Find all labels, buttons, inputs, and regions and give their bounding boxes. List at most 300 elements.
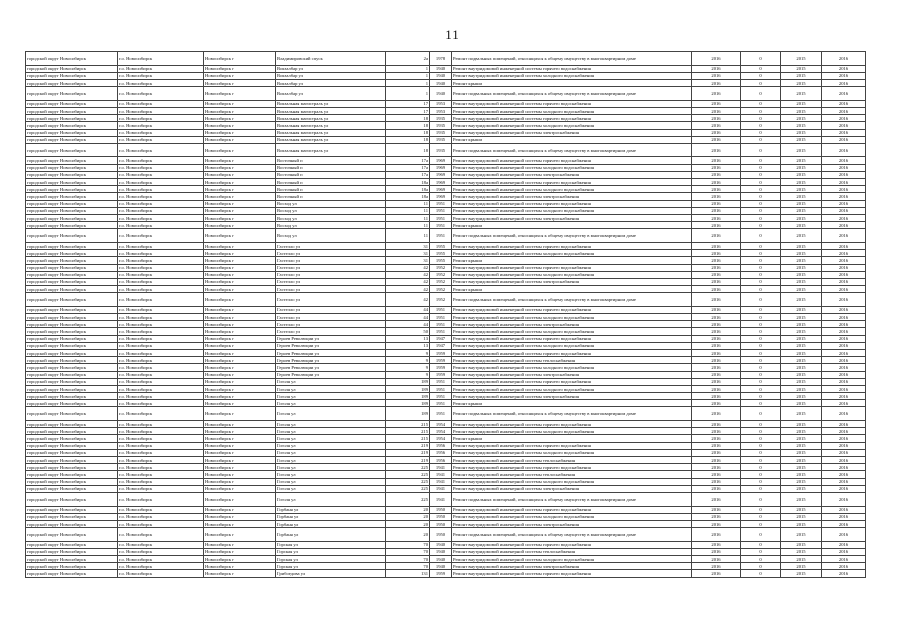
municipality-cell: городской округ Новосибирск — [26, 393, 118, 400]
cost-cell: 0 — [741, 157, 781, 164]
street-cell: Вокзальная магистраль ул — [276, 115, 386, 122]
work-type-cell: Ремонт крыши — [452, 136, 692, 143]
period-end-cell: 2016 — [822, 471, 866, 478]
district-cell: г.о. Новосибирск — [118, 129, 204, 136]
street-cell: Гоголя ул — [276, 421, 386, 428]
district-cell: г.о. Новосибирск — [118, 207, 204, 214]
municipality-cell: городской округ Новосибирск — [26, 464, 118, 471]
work-type-cell: Ремонт подвальных помещений, относящихся к общему имуществу в многоквартирном доме — [452, 87, 692, 101]
period-end-cell: 2016 — [822, 449, 866, 456]
street-cell: Восточный п — [276, 171, 386, 178]
house-number-cell: 17а — [386, 164, 430, 171]
work-type-cell: Ремонт внутридомовой инженерной системы горячего водоснабжения — [452, 464, 692, 471]
period-start-cell: 2015 — [781, 385, 822, 392]
house-number-cell: 18а — [386, 186, 430, 193]
year-built-cell: 1956 — [430, 457, 452, 464]
planned-year-cell: 2016 — [692, 378, 741, 385]
street-cell: Вокзальная магистраль ул — [276, 122, 386, 129]
house-number-cell: 42 — [386, 271, 430, 278]
period-end-cell: 2016 — [822, 364, 866, 371]
city-cell: Новосибирск г — [204, 457, 276, 464]
street-cell: Героев Революции ул — [276, 364, 386, 371]
planned-year-cell: 2016 — [692, 100, 741, 107]
work-type-cell: Ремонт внутридомовой инженерной системы горячего водоснабжения — [452, 100, 692, 107]
district-cell: г.о. Новосибирск — [118, 306, 204, 313]
period-end-cell: 2016 — [822, 222, 866, 229]
table-row — [26, 464, 866, 471]
district-cell: г.о. Новосибирск — [118, 278, 204, 285]
work-type-cell: Ремонт крыши — [452, 79, 692, 86]
planned-year-cell: 2016 — [692, 164, 741, 171]
period-end-cell: 2016 — [822, 485, 866, 492]
district-cell: г.о. Новосибирск — [118, 229, 204, 243]
period-start-cell: 2015 — [781, 143, 822, 157]
district-cell: г.о. Новосибирск — [118, 271, 204, 278]
work-type-cell: Ремонт внутридомовой инженерной системы теплоснабжения — [452, 471, 692, 478]
house-number-cell: 215 — [386, 428, 430, 435]
cost-cell: 0 — [741, 193, 781, 200]
period-end-cell: 2016 — [822, 136, 866, 143]
municipality-cell: городской округ Новосибирск — [26, 100, 118, 107]
table-row — [26, 364, 866, 371]
table-row — [26, 513, 866, 520]
house-number-cell: 70 — [386, 548, 430, 555]
period-start-cell: 2015 — [781, 186, 822, 193]
cost-cell: 0 — [741, 357, 781, 364]
planned-year-cell: 2016 — [692, 442, 741, 449]
year-built-cell: 1940 — [430, 563, 452, 570]
period-end-cell: 2016 — [822, 421, 866, 428]
year-built-cell: 1941 — [430, 471, 452, 478]
city-cell: Новосибирск г — [204, 421, 276, 428]
work-type-cell: Ремонт внутридомовой инженерной системы горячего водоснабжения — [452, 306, 692, 313]
house-number-cell: 42 — [386, 293, 430, 307]
cost-cell: 0 — [741, 520, 781, 527]
district-cell: г.о. Новосибирск — [118, 457, 204, 464]
street-cell: Гоголя ул — [276, 471, 386, 478]
city-cell: Новосибирск г — [204, 393, 276, 400]
district-cell: г.о. Новосибирск — [118, 115, 204, 122]
city-cell: Новосибирск г — [204, 72, 276, 79]
period-end-cell: 2016 — [822, 357, 866, 364]
street-cell: Горбаня ул — [276, 528, 386, 542]
district-cell: г.о. Новосибирск — [118, 342, 204, 349]
planned-year-cell: 2016 — [692, 528, 741, 542]
period-start-cell: 2015 — [781, 457, 822, 464]
cost-cell: 0 — [741, 485, 781, 492]
period-start-cell: 2015 — [781, 506, 822, 513]
street-cell: Горбаня ул — [276, 513, 386, 520]
municipality-cell: городской округ Новосибирск — [26, 264, 118, 271]
planned-year-cell: 2016 — [692, 449, 741, 456]
house-number-cell: 225 — [386, 464, 430, 471]
planned-year-cell: 2016 — [692, 393, 741, 400]
municipality-cell: городской округ Новосибирск — [26, 257, 118, 264]
period-start-cell: 2015 — [781, 556, 822, 563]
district-cell: г.о. Новосибирск — [118, 100, 204, 107]
cost-cell: 0 — [741, 570, 781, 577]
city-cell: Новосибирск г — [204, 528, 276, 542]
city-cell: Новосибирск г — [204, 214, 276, 221]
year-built-cell: 1940 — [430, 79, 452, 86]
district-cell: г.о. Новосибирск — [118, 79, 204, 86]
city-cell: Новосибирск г — [204, 271, 276, 278]
year-built-cell: 1959 — [430, 371, 452, 378]
table-row — [26, 400, 866, 407]
municipality-cell: городской округ Новосибирск — [26, 136, 118, 143]
city-cell: Новосибирск г — [204, 293, 276, 307]
period-start-cell: 2015 — [781, 541, 822, 548]
house-number-cell: 42 — [386, 264, 430, 271]
street-cell: Гастелло ул — [276, 242, 386, 249]
table-row — [26, 122, 866, 129]
table-row — [26, 214, 866, 221]
work-type-cell: Ремонт внутридомовой инженерной системы электроснабжения — [452, 129, 692, 136]
district-cell: г.о. Новосибирск — [118, 222, 204, 229]
city-cell: Новосибирск г — [204, 286, 276, 293]
work-type-cell: Ремонт внутридомовой инженерной системы холодного водоснабжения — [452, 207, 692, 214]
street-cell: Восточный п — [276, 164, 386, 171]
municipality-cell: городской округ Новосибирск — [26, 485, 118, 492]
house-number-cell: 17а — [386, 157, 430, 164]
district-cell: г.о. Новосибирск — [118, 393, 204, 400]
planned-year-cell: 2016 — [692, 400, 741, 407]
house-number-cell: 13 — [386, 335, 430, 342]
municipality-cell: городской округ Новосибирск — [26, 407, 118, 421]
municipality-cell: городской округ Новосибирск — [26, 520, 118, 527]
year-built-cell: 1969 — [430, 179, 452, 186]
period-end-cell: 2016 — [822, 115, 866, 122]
city-cell: Новосибирск г — [204, 87, 276, 101]
period-start-cell: 2015 — [781, 207, 822, 214]
street-cell: Вокзальная магистраль ул — [276, 129, 386, 136]
year-built-cell: 1959 — [430, 357, 452, 364]
district-cell: г.о. Новосибирск — [118, 122, 204, 129]
period-end-cell: 2016 — [822, 435, 866, 442]
year-built-cell: 1947 — [430, 342, 452, 349]
cost-cell: 0 — [741, 528, 781, 542]
municipality-cell: городской округ Новосибирск — [26, 570, 118, 577]
table-row — [26, 342, 866, 349]
planned-year-cell: 2016 — [692, 79, 741, 86]
city-cell: Новосибирск г — [204, 136, 276, 143]
street-cell: Вокзальная магистраль ул — [276, 107, 386, 114]
city-cell: Новосибирск г — [204, 129, 276, 136]
year-built-cell: 1940 — [430, 548, 452, 555]
period-end-cell: 2016 — [822, 321, 866, 328]
street-cell: Гоголя ул — [276, 407, 386, 421]
year-built-cell: 1952 — [430, 278, 452, 285]
repair-schedule-table — [25, 51, 866, 578]
work-type-cell: Ремонт внутридомовой инженерной системы холодного водоснабжения — [452, 449, 692, 456]
planned-year-cell: 2016 — [692, 107, 741, 114]
municipality-cell: городской округ Новосибирск — [26, 528, 118, 542]
cost-cell: 0 — [741, 214, 781, 221]
planned-year-cell: 2016 — [692, 186, 741, 193]
city-cell: Новосибирск г — [204, 471, 276, 478]
table-row — [26, 164, 866, 171]
table-row — [26, 357, 866, 364]
period-end-cell: 2016 — [822, 122, 866, 129]
period-end-cell: 2016 — [822, 164, 866, 171]
house-number-cell: 189 — [386, 385, 430, 392]
table-row — [26, 371, 866, 378]
street-cell: Горбаня ул — [276, 520, 386, 527]
house-number-cell: 18а — [386, 179, 430, 186]
period-start-cell: 2015 — [781, 548, 822, 555]
street-cell: Восход ул — [276, 222, 386, 229]
table-row — [26, 207, 866, 214]
district-cell: г.о. Новосибирск — [118, 286, 204, 293]
district-cell: г.о. Новосибирск — [118, 541, 204, 548]
street-cell: Восточный п — [276, 157, 386, 164]
period-end-cell: 2016 — [822, 400, 866, 407]
planned-year-cell: 2016 — [692, 371, 741, 378]
district-cell: г.о. Новосибирск — [118, 548, 204, 555]
period-start-cell: 2015 — [781, 286, 822, 293]
table-row — [26, 492, 866, 506]
year-built-cell: 1950 — [430, 513, 452, 520]
district-cell: г.о. Новосибирск — [118, 200, 204, 207]
table-row — [26, 87, 866, 101]
period-start-cell: 2015 — [781, 115, 822, 122]
work-type-cell: Ремонт внутридомовой инженерной системы электроснабжения — [452, 171, 692, 178]
year-built-cell: 1952 — [430, 271, 452, 278]
planned-year-cell: 2016 — [692, 179, 741, 186]
period-start-cell: 2015 — [781, 136, 822, 143]
planned-year-cell: 2016 — [692, 129, 741, 136]
period-end-cell: 2016 — [822, 100, 866, 107]
period-end-cell: 2016 — [822, 179, 866, 186]
city-cell: Новосибирск г — [204, 179, 276, 186]
planned-year-cell: 2016 — [692, 421, 741, 428]
house-number-cell: 17 — [386, 100, 430, 107]
work-type-cell: Ремонт подвальных помещений, относящихся к общему имуществу в многоквартирном доме — [452, 52, 692, 66]
city-cell: Новосибирск г — [204, 164, 276, 171]
house-number-cell: 70 — [386, 563, 430, 570]
house-number-cell: 18 — [386, 129, 430, 136]
work-type-cell: Ремонт внутридомовой инженерной системы холодного водоснабжения — [452, 428, 692, 435]
street-cell: Гоголя ул — [276, 400, 386, 407]
work-type-cell: Ремонт подвальных помещений, относящихся к общему имуществу в многоквартирном доме — [452, 293, 692, 307]
district-cell: г.о. Новосибирск — [118, 357, 204, 364]
year-built-cell: 1950 — [430, 528, 452, 542]
planned-year-cell: 2016 — [692, 407, 741, 421]
work-type-cell: Ремонт внутридомовой инженерной системы горячего водоснабжения — [452, 264, 692, 271]
city-cell: Новосибирск г — [204, 200, 276, 207]
planned-year-cell: 2016 — [692, 335, 741, 342]
period-start-cell: 2015 — [781, 563, 822, 570]
house-number-cell: 11 — [386, 229, 430, 243]
year-built-cell: 1951 — [430, 222, 452, 229]
period-end-cell: 2016 — [822, 378, 866, 385]
planned-year-cell: 2016 — [692, 357, 741, 364]
period-start-cell: 2015 — [781, 378, 822, 385]
period-end-cell: 2016 — [822, 79, 866, 86]
district-cell: г.о. Новосибирск — [118, 157, 204, 164]
house-number-cell: 20 — [386, 513, 430, 520]
table-row — [26, 278, 866, 285]
work-type-cell: Ремонт внутридомовой инженерной системы электроснабжения — [452, 520, 692, 527]
table-row — [26, 264, 866, 271]
table-row — [26, 179, 866, 186]
house-number-cell: 1 — [386, 72, 430, 79]
cost-cell: 0 — [741, 164, 781, 171]
table-row — [26, 421, 866, 428]
planned-year-cell: 2016 — [692, 136, 741, 143]
city-cell: Новосибирск г — [204, 314, 276, 321]
house-number-cell: 219 — [386, 442, 430, 449]
period-end-cell: 2016 — [822, 541, 866, 548]
city-cell: Новосибирск г — [204, 52, 276, 66]
work-type-cell: Ремонт внутридомовой инженерной системы холодного водоснабжения — [452, 164, 692, 171]
district-cell: г.о. Новосибирск — [118, 164, 204, 171]
municipality-cell: городской округ Новосибирск — [26, 214, 118, 221]
period-start-cell: 2015 — [781, 250, 822, 257]
table-row — [26, 157, 866, 164]
period-start-cell: 2015 — [781, 179, 822, 186]
cost-cell: 0 — [741, 286, 781, 293]
period-start-cell: 2015 — [781, 65, 822, 72]
street-cell: Владимировский спуск — [276, 52, 386, 66]
municipality-cell: городской округ Новосибирск — [26, 143, 118, 157]
house-number-cell: 18а — [386, 193, 430, 200]
work-type-cell: Ремонт внутридомовой инженерной системы холодного водоснабжения — [452, 314, 692, 321]
city-cell: Новосибирск г — [204, 171, 276, 178]
cost-cell: 0 — [741, 541, 781, 548]
work-type-cell: Ремонт подвальных помещений, относящихся к общему имуществу в многоквартирном доме — [452, 528, 692, 542]
planned-year-cell: 2016 — [692, 193, 741, 200]
cost-cell: 0 — [741, 129, 781, 136]
period-start-cell: 2015 — [781, 442, 822, 449]
period-start-cell: 2015 — [781, 229, 822, 243]
municipality-cell: городской округ Новосибирск — [26, 115, 118, 122]
period-end-cell: 2016 — [822, 257, 866, 264]
city-cell: Новосибирск г — [204, 306, 276, 313]
street-cell: Героев Революции ул — [276, 342, 386, 349]
house-number-cell: 44 — [386, 314, 430, 321]
cost-cell: 0 — [741, 222, 781, 229]
work-type-cell: Ремонт внутридомовой инженерной системы холодного водоснабжения — [452, 556, 692, 563]
planned-year-cell: 2016 — [692, 435, 741, 442]
municipality-cell: городской округ Новосибирск — [26, 513, 118, 520]
period-end-cell: 2016 — [822, 335, 866, 342]
table-row — [26, 314, 866, 321]
planned-year-cell: 2016 — [692, 72, 741, 79]
district-cell: г.о. Новосибирск — [118, 421, 204, 428]
period-start-cell: 2015 — [781, 72, 822, 79]
street-cell: Гастелло ул — [276, 306, 386, 313]
year-built-cell: 1940 — [430, 541, 452, 548]
street-cell: Вокзалбар ул — [276, 79, 386, 86]
table-body — [26, 52, 866, 578]
street-cell: Вокзалбар ул — [276, 72, 386, 79]
municipality-cell: городской округ Новосибирск — [26, 328, 118, 335]
work-type-cell: Ремонт внутридомовой инженерной системы холодного водоснабжения — [452, 513, 692, 520]
work-type-cell: Ремонт внутридомовой инженерной системы холодного водоснабжения — [452, 186, 692, 193]
city-cell: Новосибирск г — [204, 250, 276, 257]
planned-year-cell: 2016 — [692, 457, 741, 464]
period-end-cell: 2016 — [822, 442, 866, 449]
municipality-cell: городской округ Новосибирск — [26, 122, 118, 129]
district-cell: г.о. Новосибирск — [118, 449, 204, 456]
period-start-cell: 2015 — [781, 492, 822, 506]
planned-year-cell: 2016 — [692, 428, 741, 435]
period-start-cell: 2015 — [781, 52, 822, 66]
cost-cell: 0 — [741, 250, 781, 257]
period-start-cell: 2015 — [781, 435, 822, 442]
street-cell: Восход ул — [276, 207, 386, 214]
municipality-cell: городской округ Новосибирск — [26, 222, 118, 229]
period-end-cell: 2016 — [822, 264, 866, 271]
year-built-cell: 1951 — [430, 306, 452, 313]
street-cell: Восточный п — [276, 193, 386, 200]
period-start-cell: 2015 — [781, 393, 822, 400]
work-type-cell: Ремонт внутридомовой инженерной системы электроснабжения — [452, 485, 692, 492]
planned-year-cell: 2016 — [692, 556, 741, 563]
year-built-cell: 1969 — [430, 171, 452, 178]
table-row — [26, 65, 866, 72]
cost-cell: 0 — [741, 65, 781, 72]
year-built-cell: 1955 — [430, 242, 452, 249]
period-start-cell: 2015 — [781, 257, 822, 264]
work-type-cell: Ремонт внутридомовой инженерной системы горячего водоснабжения — [452, 378, 692, 385]
cost-cell: 0 — [741, 328, 781, 335]
municipality-cell: городской округ Новосибирск — [26, 52, 118, 66]
district-cell: г.о. Новосибирск — [118, 407, 204, 421]
street-cell: Гоголя ул — [276, 464, 386, 471]
house-number-cell: 189 — [386, 400, 430, 407]
cost-cell: 0 — [741, 471, 781, 478]
table-row — [26, 321, 866, 328]
period-end-cell: 2016 — [822, 107, 866, 114]
period-end-cell: 2016 — [822, 306, 866, 313]
planned-year-cell: 2016 — [692, 293, 741, 307]
period-start-cell: 2015 — [781, 335, 822, 342]
table-row — [26, 115, 866, 122]
district-cell: г.о. Новосибирск — [118, 107, 204, 114]
house-number-cell: 11 — [386, 214, 430, 221]
planned-year-cell: 2016 — [692, 143, 741, 157]
work-type-cell: Ремонт внутридомовой инженерной системы горячего водоснабжения — [452, 570, 692, 577]
year-built-cell: 1947 — [430, 335, 452, 342]
year-built-cell: 1940 — [430, 72, 452, 79]
district-cell: г.о. Новосибирск — [118, 478, 204, 485]
year-built-cell: 1955 — [430, 250, 452, 257]
period-end-cell: 2016 — [822, 200, 866, 207]
year-built-cell: 1953 — [430, 100, 452, 107]
city-cell: Новосибирск г — [204, 435, 276, 442]
planned-year-cell: 2016 — [692, 65, 741, 72]
table-row — [26, 100, 866, 107]
period-end-cell: 2016 — [822, 513, 866, 520]
period-end-cell: 2016 — [822, 492, 866, 506]
municipality-cell: городской округ Новосибирск — [26, 193, 118, 200]
municipality-cell: городской округ Новосибирск — [26, 349, 118, 356]
period-end-cell: 2016 — [822, 171, 866, 178]
city-cell: Новосибирск г — [204, 342, 276, 349]
district-cell: г.о. Новосибирск — [118, 328, 204, 335]
municipality-cell: городской округ Новосибирск — [26, 385, 118, 392]
year-built-cell: 1951 — [430, 214, 452, 221]
city-cell: Новосибирск г — [204, 264, 276, 271]
city-cell: Новосибирск г — [204, 478, 276, 485]
cost-cell: 0 — [741, 115, 781, 122]
municipality-cell: городской округ Новосибирск — [26, 556, 118, 563]
planned-year-cell: 2016 — [692, 264, 741, 271]
city-cell: Новосибирск г — [204, 385, 276, 392]
period-start-cell: 2015 — [781, 193, 822, 200]
